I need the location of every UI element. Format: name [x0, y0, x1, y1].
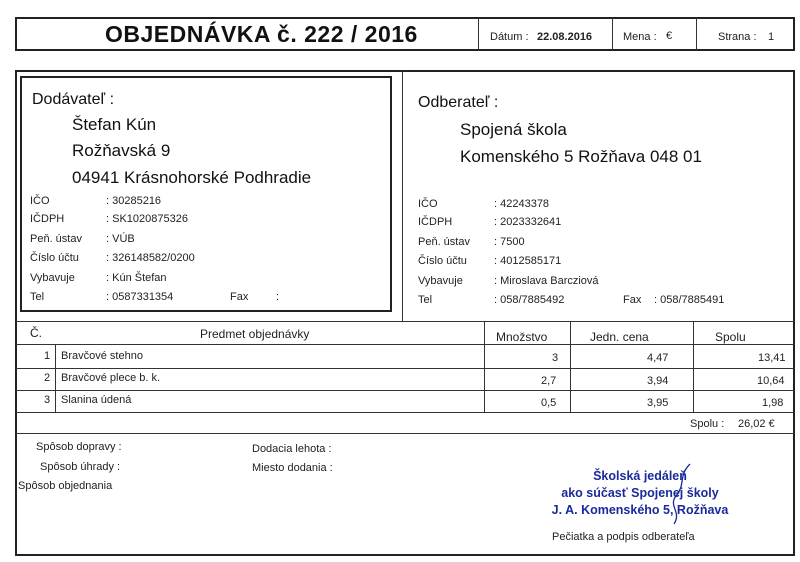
customer-heading: Odberateľ : — [418, 94, 499, 111]
supplier-field-value: : Kún Štefan — [106, 272, 167, 284]
supplier-heading: Dodávateľ : — [32, 91, 115, 108]
col-header-total: Spolu — [715, 330, 746, 344]
supplier-field-value: : SK1020875326 — [106, 213, 188, 225]
table-row-rule — [16, 368, 794, 369]
header-divider — [696, 18, 697, 50]
row-item: Bravčové plece b. k. — [61, 372, 161, 384]
header-divider — [612, 18, 613, 50]
supplier-city: 04941 Krásnohorské Podhradie — [72, 168, 312, 187]
customer-name: Spojená škola — [460, 120, 567, 139]
transport-label: Spôsob dopravy : — [36, 441, 122, 453]
page-value: 1 — [768, 31, 775, 43]
table-col-divider — [484, 321, 485, 413]
customer-fax-label: Fax — [623, 294, 642, 306]
supplier-fax-label: Fax — [230, 291, 249, 303]
delivery-label: Dodacia lehota : — [252, 443, 332, 455]
row-qty: 3 — [552, 352, 559, 364]
row-total: 1,98 — [762, 397, 784, 409]
row-number: 2 — [44, 372, 51, 384]
customer-field-value: : 2023332641 — [494, 216, 562, 228]
table-col-divider — [570, 321, 571, 413]
row-qty: 0,5 — [541, 397, 557, 409]
supplier-field-value: : VÚB — [106, 233, 135, 245]
party-divider — [402, 71, 403, 321]
customer-field-label: Peň. ústav — [418, 236, 470, 248]
signature-mark — [660, 462, 700, 532]
supplier-field-label: IČDPH — [30, 213, 65, 225]
customer-field-label: IČO — [418, 198, 438, 210]
supplier-street: Rožňavská 9 — [72, 141, 171, 160]
order-title: OBJEDNÁVKA č. 222 / 2016 — [105, 21, 418, 47]
customer-field-value: : Miroslava Barcziová — [494, 275, 599, 287]
col-header-unit-price: Jedn. cena — [590, 330, 649, 344]
table-col-divider — [693, 321, 694, 413]
supplier-fax-value: : — [276, 291, 280, 303]
table-header-rule — [16, 344, 794, 345]
sum-label: Spolu : — [690, 418, 725, 430]
currency-label: Mena : — [623, 31, 657, 43]
col-header-no: Č. — [30, 326, 42, 340]
row-price: 4,47 — [647, 352, 669, 364]
table-row-rule — [16, 390, 794, 391]
row-item: Bravčové stehno — [61, 350, 143, 362]
customer-field-value: : 4012585171 — [494, 255, 562, 267]
page-label: Strana : — [718, 31, 757, 43]
supplier-field-value: : 326148582/0200 — [106, 252, 195, 264]
customer-field-label: Číslo účtu — [418, 255, 467, 267]
date-label: Dátum : — [490, 31, 529, 43]
customer-field-label: IČDPH — [418, 216, 453, 228]
customer-address: Komenského 5 Rožňava 048 01 — [460, 147, 702, 166]
supplier-field-value: : 0587331354 — [106, 291, 174, 303]
supplier-name: Štefan Kún — [72, 115, 157, 134]
row-price: 3,94 — [647, 375, 669, 387]
supplier-field-label: Peň. ústav — [30, 233, 82, 245]
date-value: 22.08.2016 — [537, 31, 593, 43]
sum-rule — [16, 433, 794, 434]
row-item: Slanina údená — [61, 394, 132, 406]
row-price: 3,95 — [647, 397, 669, 409]
signature-label: Pečiatka a podpis odberateľa — [552, 531, 695, 543]
table-top-rule — [16, 321, 794, 322]
customer-field-label: Tel — [418, 294, 433, 306]
customer-fax-value: : 058/7885491 — [654, 294, 725, 306]
header-divider — [478, 18, 479, 50]
row-number: 1 — [44, 350, 51, 362]
col-header-subject: Predmet objednávky — [200, 327, 310, 341]
row-number: 3 — [44, 394, 51, 406]
supplier-field-label: IČO — [30, 195, 50, 207]
col-header-qty: Množstvo — [496, 330, 548, 344]
table-row-rule — [16, 412, 794, 413]
row-total: 10,64 — [757, 375, 785, 387]
supplier-box — [20, 76, 392, 312]
stamp-line: ako súčasť Spojenej školy — [561, 486, 719, 500]
sum-value: 26,02 € — [738, 418, 775, 430]
customer-field-value: : 7500 — [494, 236, 525, 248]
row-number-divider — [55, 344, 56, 412]
supplier-field-value: : 30285216 — [106, 195, 162, 207]
customer-field-label: Vybavuje — [418, 275, 463, 287]
supplier-field-label: Vybavuje — [30, 272, 75, 284]
payment-label: Spôsob úhrady : — [40, 461, 121, 473]
row-total: 13,41 — [758, 352, 786, 364]
customer-field-value: : 058/7885492 — [494, 294, 565, 306]
supplier-field-label: Číslo účtu — [30, 252, 79, 264]
supplier-field-label: Tel — [30, 291, 45, 303]
stamp-line: J. A. Komenského 5, Rožňava — [551, 503, 729, 517]
customer-field-value: : 42243378 — [494, 198, 550, 210]
row-qty: 2,7 — [541, 375, 557, 387]
place-label: Miesto dodania : — [252, 462, 333, 474]
ordering-label: Spôsob objednania — [18, 480, 113, 492]
stamp-line: Školská jedáleň — [593, 469, 687, 483]
currency-value: € — [666, 30, 673, 42]
